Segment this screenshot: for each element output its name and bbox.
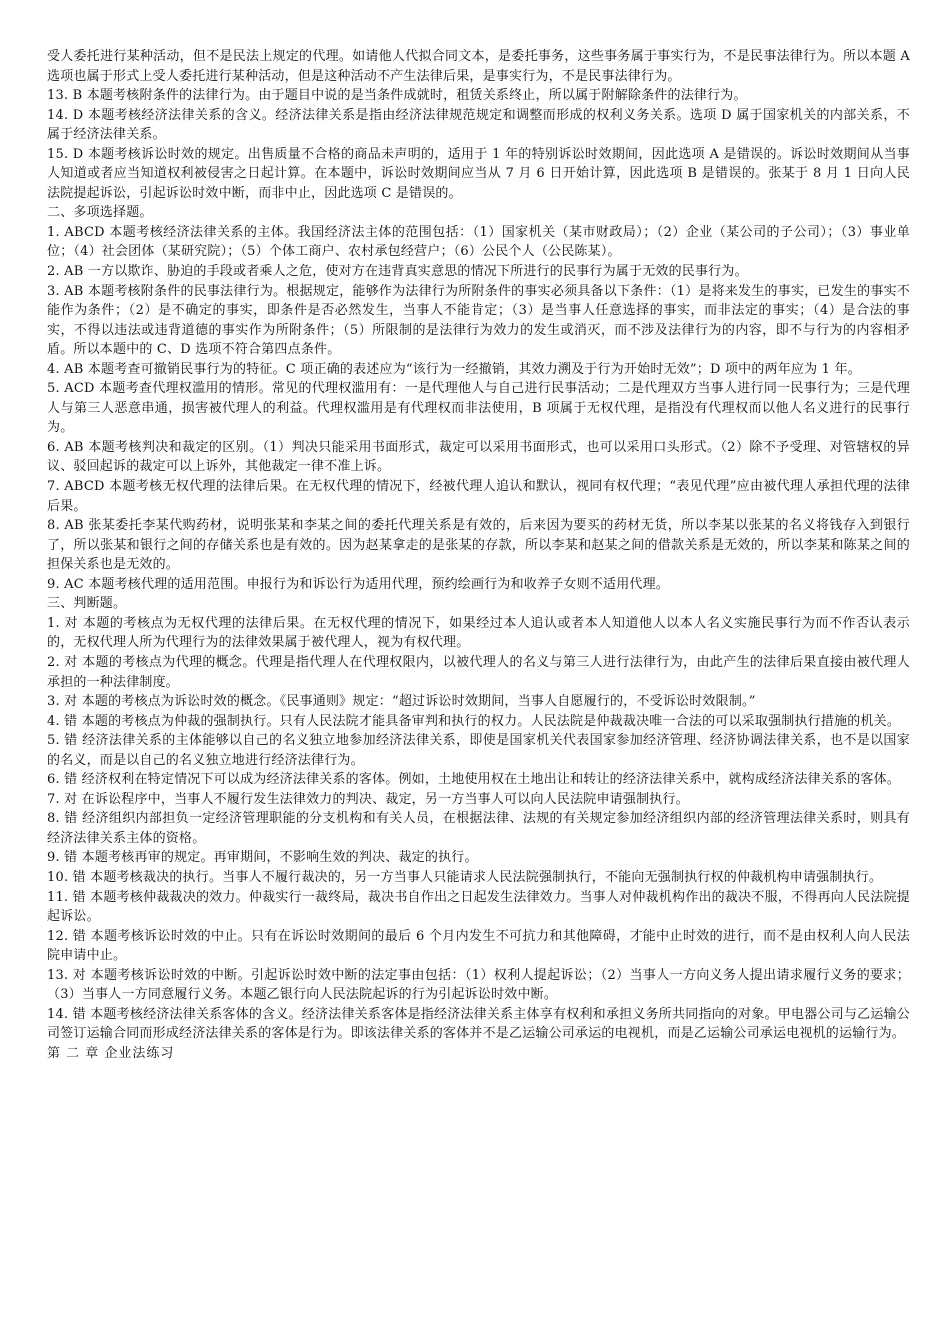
paragraph-mc-3: 3. AB 本题考核附条件的民事法律行为。根据规定，能够作为法律行为所附条件的事实必须具备以下条件：（1）是将来发生的事实，已发生的事实不能作为条件；（2）是不确定的事实，即条件是否必然发生，当事人不能肯定；（3）是当事人任意选择的事实，而非法定的事实；（4）是合法的事实，不得以违法或违背道德的事实作为所附条件；（5）所限制的是法律行为效力的发生或消灭，而不涉及法律行为的内容，即不与行为的内容相矛盾。所以本题中的 C、D 选项不符合第四点条件。: [47, 283, 910, 358]
paragraph-mc-5: 5. ACD 本题考查代理权滥用的情形。常见的代理权滥用有：一是代理他人与自己进行民事活动；二是代理双方当事人进行同一民事行为；三是代理人与第三人恶意串通，损害被代理人的利益。代理权滥用是有代理权而非法使用，B 项属于无权代理，是指没有代理权而以他人名义进行的民事行为。: [47, 381, 910, 436]
paragraph-tf-14: 14. 错 本题考核经济法律关系客体的含义。经济法律关系客体是指经济法律关系主体享有权利和承担义务所共同指向的对象。甲电器公司与乙运输公司签订运输合同而形成经济法律关系的客体是行为。即该法律关系的客体并不是乙运输公司承运的电视机，而是乙运输公司承运电视机的运输行为。: [47, 1006, 910, 1042]
paragraph-mc-8: 8. AB 张某委托李某代购药材，说明张某和李某之间的委托代理关系是有效的，后来因为要买的药材无货，所以李某以张某的名义将钱存入到银行了，所以张某和银行之间的存储关系也是有效的。因为赵某拿走的是张某的存款，所以李某和赵某之间的借款关系是无效的，所以李某和陈某之间的担保关系也是无效的。: [47, 518, 910, 573]
paragraph-mc-4: 4. AB 本题考查可撤销民事行为的特征。C 项正确的表述应为“该行为一经撤销，其效力溯及于行为开始时无效”；D 项中的两年应为 1 年。: [47, 361, 861, 377]
paragraph-tf-9: 9. 错 本题考核再审的规定。再审期间，不影响生效的判决、裁定的执行。: [47, 850, 478, 866]
paragraph-mc-1: 1. ABCD 本题考核经济法律关系的主体。我国经济法主体的范围包括：（1）国家机关（某市财政局）；（2）企业（某公司的子公司）；（3）事业单位；（4）社会团体（某研究院）；（5）个体工商户、农村承包经营户；（6）公民个人（公民陈某）。: [47, 224, 910, 260]
paragraph-tf-1: 1. 对 本题的考核点为无权代理的法律后果。在无权代理的情况下，如果经过本人追认或者本人知道他人以本人名义实施民事行为而不作否认表示的，无权代理人所为代理行为的法律效果属于被代理人，视为有权代理。: [47, 615, 910, 651]
paragraph-tf-6: 6. 错 经济权利在特定情况下可以成为经济法律关系的客体。例如，土地使用权在土地出让和转让的经济法律关系中，就构成经济法律关系的客体。: [47, 772, 901, 788]
paragraph-tf-13: 13. 对 本题考核诉讼时效的中断。引起诉讼时效中断的法定事由包括：（1）权利人提起诉讼；（2）当事人一方向义务人提出请求履行义务的要求；（3）当事人一方同意履行义务。本题乙银行向人民法院起诉的行为引起诉讼时效中断。: [47, 967, 910, 1003]
paragraph-answer-13: 13. B 本题考核附条件的法律行为。由于题目中说的是当条件成就时，租赁关系终止，所以属于附解除条件的法律行为。: [47, 88, 747, 104]
paragraph-mc-9: 9. AC 本题考核代理的适用范围。申报行为和诉讼行为适用代理，预约绘画行为和收养子女则不适用代理。: [47, 576, 670, 592]
paragraph-tf-10: 10. 错 本题考核裁决的执行。当事人不履行裁决的，另一方当事人只能请求人民法院强制执行，不能向无强制执行权的仲裁机构申请强制执行。: [47, 869, 883, 885]
paragraph-mc-6: 6. AB 本题考核判决和裁定的区别。（1）判决只能采用书面形式，裁定可以采用书面形式，也可以采用口头形式。（2）除不予受理、对管辖权的异议、驳回起诉的裁定可以上诉外，其他裁定一律不准上诉。: [47, 439, 910, 475]
paragraph-mc-7: 7. ABCD 本题考核无权代理的法律后果。在无权代理的情况下，经被代理人追认和默认，视同有权代理；“表见代理”应由被代理人承担代理的法律后果。: [47, 479, 910, 514]
paragraph-tf-4: 4. 错 本题的考核点为仲裁的强制执行。只有人民法院才能具备审判和执行的权力。人民法院是仲裁裁决唯一合法的可以采取强制执行措施的机关。: [47, 713, 901, 729]
paragraph-tf-8: 8. 错 经济组织内部担负一定经济管理职能的分支机构和有关人员，在根据法律、法规的有关规定参加经济组织内部的经济管理法律关系时，则具有经济法律关系主体的资格。: [47, 811, 910, 846]
section-heading-true-false: 三、判断题。: [47, 596, 127, 612]
paragraph-mc-2: 2. AB 一方以欺诈、胁迫的手段或者乘人之危，使对方在违背真实意思的情况下所进行的民事行为属于无效的民事行为。: [47, 264, 748, 280]
paragraph-answer-14: 14. D 本题考核经济法律关系的含义。经济法律关系是指由经济法律规范规定和调整而形成的权利义务关系。选项 D 属于国家机关的内部关系，不属于经济法律关系。: [47, 107, 910, 143]
paragraph-tf-2: 2. 对 本题的考核点为代理的概念。代理是指代理人在代理权限内，以被代理人的名义与第三人进行法律行为，由此产生的法律后果直接由被代理人承担的一种法律制度。: [47, 654, 910, 690]
paragraph-answer-15: 15. D 本题考核诉讼时效的规定。出售质量不合格的商品未声明的，适用于 1 年的特别诉讼时效期间，因此选项 A 是错误的。诉讼时效期间从当事人知道或者应当知道权利被侵害之日起计算。在本题中，诉讼时效期间应当从 7 月 6 日开始计算，因此选项 B 是错误的。张某于 8 月 1 日向人民法院提起诉讼，引起诉讼时效中断，而非中止，因此选项 C 是错误的。: [47, 146, 910, 201]
paragraph-tf-3: 3. 对 本题的考核点为诉讼时效的概念。《民事通则》规定：“超过诉讼时效期间，当事人自愿履行的，不受诉讼时效限制。”: [47, 694, 756, 710]
paragraph-answer-12-cont: 受人委托进行某种活动，但不是民法上规定的代理。如请他人代拟合同文本，是委托事务，这些事务属于事实行为，不是民事法律行为。所以本题 A 选项也属于形式上受人委托进行某种活动，但是这种活动不产生法律后果，是事实行为，不是民事法律行为。: [47, 49, 910, 84]
paragraph-tf-5: 5. 错 经济法律关系的主体能够以自己的名义独立地参加经济法律关系，即使是国家机关代表国家参加经济管理、经济协调法律关系，也不是以国家的名义，而是以自己的名义独立地进行经济法律行为。: [47, 733, 910, 768]
chapter-heading: 第 二 章 企业法练习: [47, 1045, 175, 1061]
section-heading-multiple-choice: 二、多项选择题。: [47, 205, 153, 221]
paragraph-tf-7: 7. 对 在诉讼程序中，当事人不履行发生法律效力的判决、裁定，另一方当事人可以向人民法院申请强制执行。: [47, 791, 689, 807]
paragraph-tf-12: 12. 错 本题考核诉讼时效的中止。只有在诉讼时效期间的最后 6 个月内发生不可抗力和其他障碍，才能中止时效的进行，而不是由权利人向人民法院申请中止。: [47, 928, 910, 964]
paragraph-tf-11: 11. 错 本题考核仲裁裁决的效力。仲裁实行一裁终局，裁决书自作出之日起发生法律效力。当事人对仲裁机构作出的裁决不服，不得再向人民法院提起诉讼。: [47, 889, 910, 925]
